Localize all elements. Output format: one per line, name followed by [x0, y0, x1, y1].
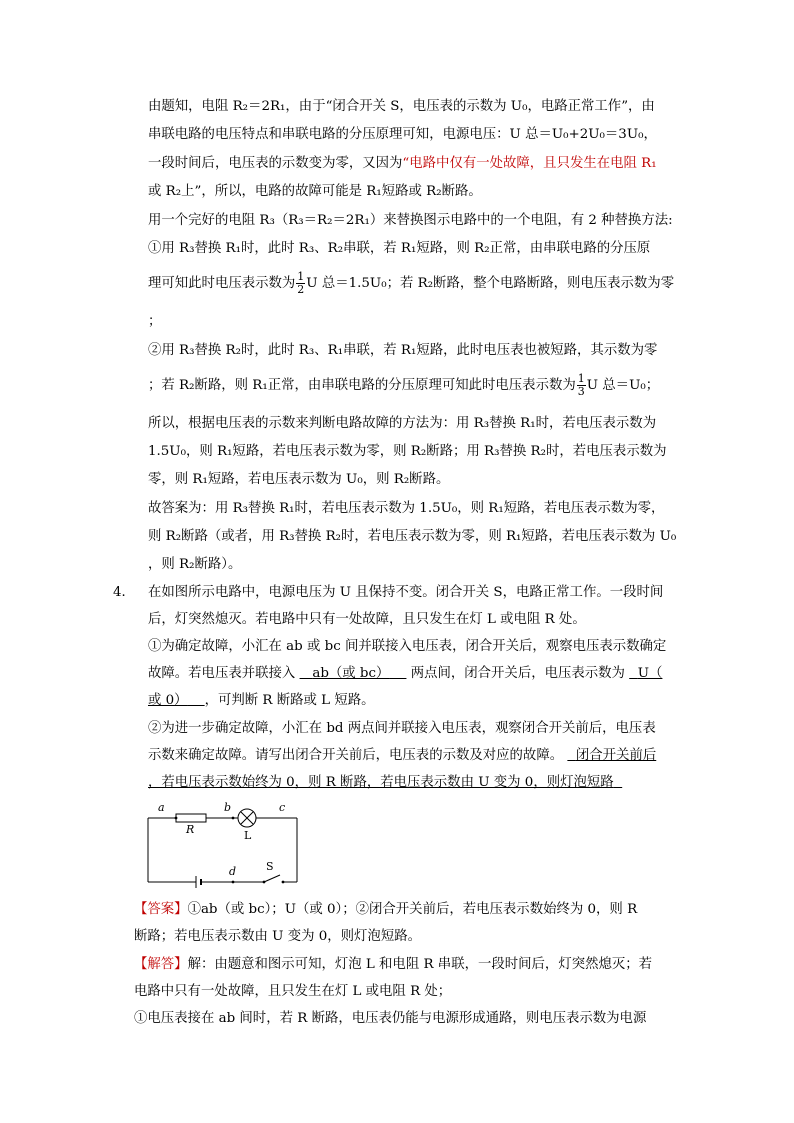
- text-line: 所以，根据电压表的示数来判断电路故障的方法为：用 R₃替换 R₁时，若电压表示数为: [148, 416, 657, 431]
- label-l: L: [244, 829, 252, 842]
- text-line: 在如图所示电路中，电源电压为 U 且保持不变。闭合开关 S，电路正常工作。一段时间: [148, 585, 664, 600]
- text-segment: ；若 R₂断路，则 R₁正常，由串联电路的分压原理可知此时电压表示数为: [148, 378, 576, 393]
- text-line: ，则 R₂断路）。: [148, 557, 242, 572]
- text-line: ②为进一步确定故障，小汇在 bd 两点间并联接入电压表，观察闭合开关前后，电压表: [148, 721, 656, 736]
- text-line: 故答案为：用 R₃替换 R₁时，若电压表示数为 1.5U₀，则 R₁短路，若电压表示数为零，: [148, 501, 665, 516]
- answer-blank: U（: [637, 666, 663, 681]
- switch-s: [264, 875, 280, 882]
- answer-tag: 【答案】: [134, 902, 188, 917]
- answer-blank: ab（或 bc）: [312, 666, 390, 681]
- text-line: 或 R₂上”，所以，电路的故障可能是 R₁短路或 R₂断路。: [148, 184, 482, 199]
- solution-line: [134, 956, 662, 974]
- quoted-condition: “电路中仅有一处故障，且只发生在电阻 R₁: [402, 156, 657, 171]
- text-segment: 一段时间后，电压表的示数变为零，又因为: [148, 156, 403, 171]
- text-line: ②用 R₃替换 R₂时，此时 R₃、R₁串联，若 R₁短路，此时电压表也被短路，其示数为零: [148, 343, 658, 358]
- fraction: $\frac{1}{2}$: [297, 270, 305, 296]
- question-number: 4．: [113, 585, 135, 600]
- answer-blank: ，若电压表示数始终为 0，则 R 断路，若电压表示数由 U 变为 0，则灯泡短路: [148, 775, 614, 790]
- solution-tag: 【解答】: [134, 957, 188, 972]
- text-line: 电路中只有一处故障，且只发生在灯 L 或电阻 R 处；: [134, 984, 452, 999]
- label-d: d: [229, 865, 237, 878]
- text-line: 断路；若电压表示数由 U 变为 0，则灯泡短路。: [134, 929, 421, 944]
- label-r: R: [186, 823, 195, 836]
- fraction: $\frac{1}{3}$: [577, 372, 585, 398]
- text-segment: 两点间，闭合开关后，电压表示数为: [410, 666, 625, 681]
- label-a: a: [158, 801, 165, 814]
- text-line: ①用 R₃替换 R₁时，此时 R₃、R₂串联，若 R₁短路，则 R₂正常，由串联电路的分压原: [148, 241, 651, 256]
- answer-line: [134, 901, 662, 919]
- text-line: [148, 747, 676, 765]
- text-line: [148, 774, 676, 792]
- circuit-diagram: [140, 800, 310, 892]
- text-line: 1.5U₀，则 R₁短路，若电压表示数为零，则 R₂断路；用 R₃替换 R₂时，若电压表示数为: [148, 444, 667, 459]
- text-line: [148, 155, 676, 173]
- text-line: ；: [148, 314, 162, 329]
- switch-contact: [282, 881, 285, 884]
- text-line: 由题知，电阻 R₂＝2R₁，由于“闭合开关 S，电压表的示数为 U₀，电路正常工作”，由: [148, 99, 655, 114]
- text-line: 串联电路的电压特点和串联电路的分压原理可知，电源电压：U 总＝U₀+2U₀＝3U₀，: [148, 127, 657, 142]
- text-line: 后，灯突然熄灭。若电路中只有一处故障，且只发生在灯 L 或电阻 R 处。: [148, 612, 586, 627]
- text-segment: 理可知此时电压表示数为: [148, 276, 296, 291]
- switch-pivot: [263, 881, 266, 884]
- text-line: [148, 692, 676, 710]
- resistor-r: [176, 814, 206, 822]
- text-segment: 故障。若电压表并联接入: [148, 666, 296, 681]
- text-segment: 示数来确定故障。请写出闭合开关前后，电压表的示数及对应的故障。: [148, 748, 564, 763]
- text-line: [148, 372, 676, 400]
- node-d: [232, 881, 235, 884]
- label-b: b: [224, 801, 232, 814]
- text-line: 零，则 R₁短路，若电压表示数为 U₀，则 R₂断路。: [148, 472, 450, 487]
- text-line: [148, 665, 676, 683]
- answer-blank: 闭合开关前后: [575, 748, 657, 763]
- text-line: ①电压表接在 ab 间时，若 R 断路，电压表仍能与电源形成通路，则电压表示数为电源: [134, 1011, 647, 1026]
- node-b: [232, 817, 235, 820]
- answer-text: ①ab（或 bc）；U（或 0）；②闭合开关前后，若电压表示数始终为 0，则 R: [187, 902, 638, 917]
- label-c: c: [279, 801, 286, 814]
- text-line: ①为确定故障，小汇在 ab 或 bc 间并联接入电压表，闭合开关后，观察电压表示数确定: [148, 639, 667, 654]
- node-a: [175, 817, 178, 820]
- label-s: S: [266, 860, 274, 873]
- text-line: 用一个完好的电阻 R₃（R₃＝R₂＝2R₁）来替换图示电路中的一个电阻，有 2 种替换方法:: [148, 213, 673, 228]
- text-segment: U 总＝U₀；: [586, 378, 660, 393]
- answer-blank: 或 0）: [148, 693, 188, 708]
- text-segment: ，可判断 R 断路或 L 短路。: [204, 693, 375, 708]
- text-segment: U 总＝1.5U₀；若 R₂断路，整个电路断路，则电压表示数为零: [306, 276, 675, 291]
- text-line: 则 R₂断路（或者，用 R₃替换 R₂时，若电压表示数为零，则 R₁短路，若电压表示数为 U₀: [148, 529, 676, 544]
- text-line: [148, 270, 676, 298]
- solution-text: 解：由题意和图示可知，灯泡 L 和电阻 R 串联，一段时间后，灯突然熄灭；若: [187, 957, 653, 972]
